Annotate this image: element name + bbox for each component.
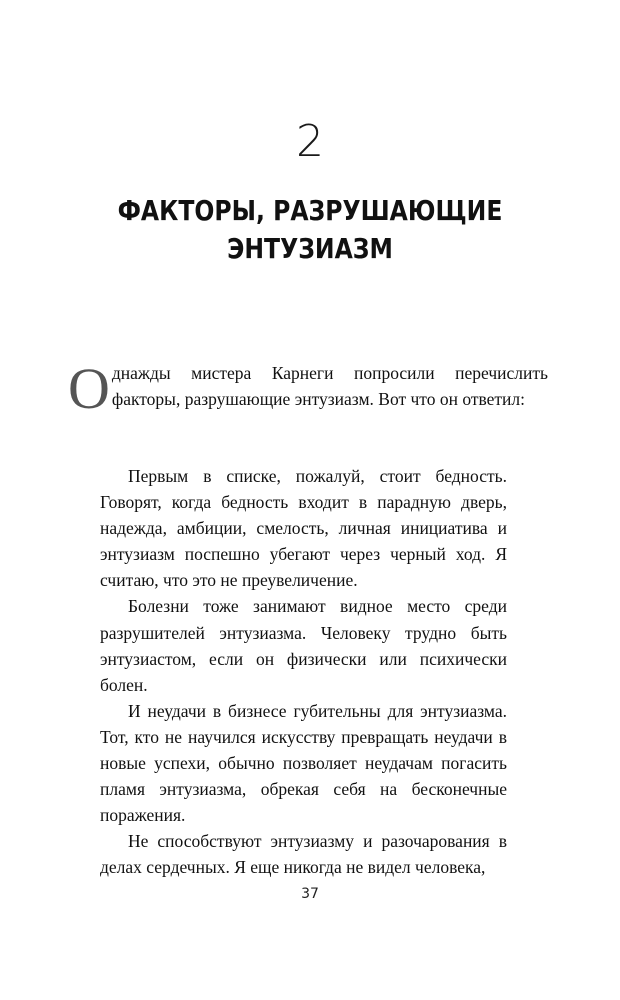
quote-paragraph: Не способствуют энтузиазму и разочарования в делах сердечных. Я еще никогда не видел человека,: [100, 831, 507, 878]
quote-paragraph: Первым в списке, пожалуй, стоит бедность. Говорят, когда бедность входит в парадную дверь, надежда, амбиции, смелость, личная инициатива и энтузиазм поспешно убегают через черный ход. Я считаю, что это не преувеличение.: [100, 466, 507, 591]
drop-cap: О: [68, 356, 110, 421]
chapter-title-line-1: ФАКТОРЫ, РАЗРУШАЮЩИЕ: [117, 194, 503, 227]
quote-paragraph: И неудачи в бизнесе губительны для энтузиазма. Тот, кто не научился искусству превращать неудачи в новые успехи, обычно позволяет неудачам погасить пламя энтузиазма, обрекая себя на бесконечные поражения.: [100, 700, 507, 826]
intro-text: днажды мистера Карнеги попросили перечислить факторы, разрушающие энтузиазм. Вот что он ответил:: [111, 363, 548, 409]
chapter-title-line-2: ЭНТУЗИАЗМ: [227, 232, 393, 265]
chapter-number: 2: [296, 116, 324, 167]
quote-paragraph: Болезни тоже занимают видное место среди разрушителей энтузиазма. Человеку трудно быть энтузиастом, если он физически или психически болен.: [100, 596, 507, 695]
intro-paragraph: [68, 356, 548, 421]
page-number: 37: [301, 886, 319, 902]
quote-block: [100, 463, 507, 881]
chapter-title: [50, 192, 571, 268]
